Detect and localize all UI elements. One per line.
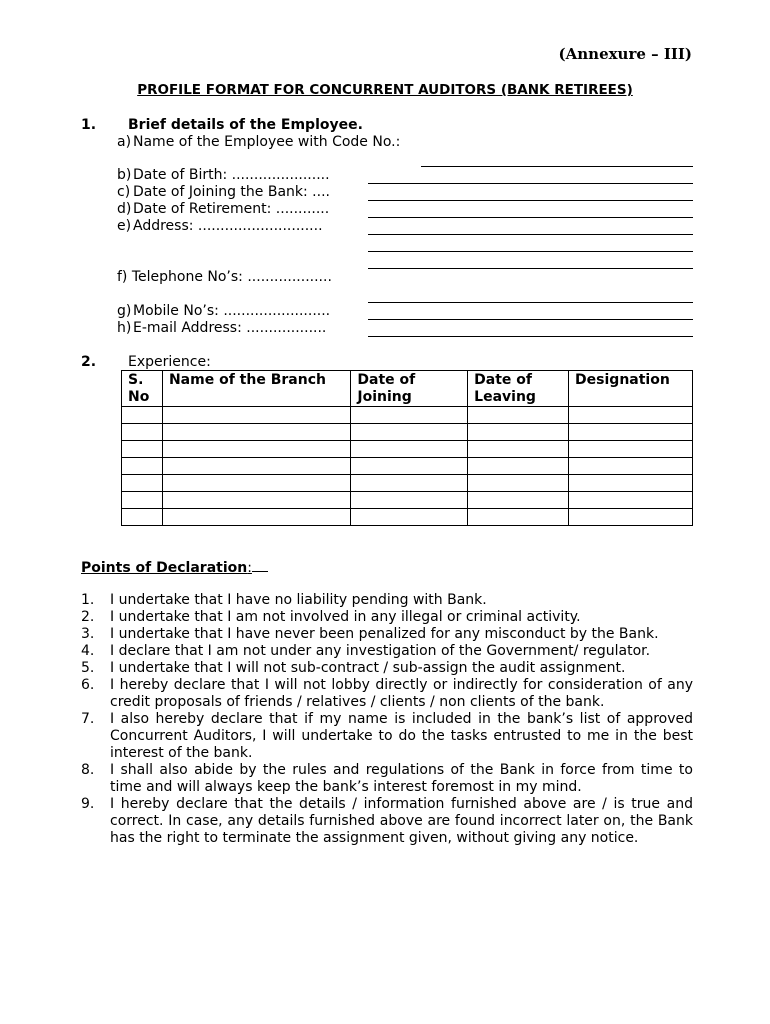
declaration-item-text: I undertake that I have never been penalized for any misconduct by the Bank.: [110, 626, 659, 642]
field-a-label: a): [117, 134, 132, 150]
table-cell[interactable]: [569, 458, 693, 475]
field-h-label: h): [117, 320, 132, 336]
field-f-text: f) Telephone No’s: ...................: [117, 269, 332, 285]
table-cell[interactable]: [351, 458, 468, 475]
table-cell[interactable]: [162, 441, 350, 458]
table-cell[interactable]: [122, 458, 163, 475]
table-cell[interactable]: [162, 458, 350, 475]
employee-name-fill-line[interactable]: [421, 166, 693, 167]
declaration-item-text: I undertake that I have no liability pending with Bank.: [110, 592, 487, 608]
declaration-list: [81, 592, 693, 847]
section-1-number: 1.: [81, 117, 97, 133]
table-cell[interactable]: [122, 441, 163, 458]
date-of-birth-fill-line[interactable]: [368, 183, 693, 184]
declaration-item-number: 2.: [81, 609, 95, 625]
table-cell[interactable]: [569, 424, 693, 441]
address-fill-line-2[interactable]: [368, 251, 693, 252]
table-cell[interactable]: [468, 492, 569, 509]
list-item: [81, 796, 693, 847]
field-g-text: Mobile No’s: ........................: [133, 303, 331, 319]
declaration-item-number: 5.: [81, 660, 95, 676]
table-cell[interactable]: [122, 424, 163, 441]
page-title: PROFILE FORMAT FOR CONCURRENT AUDITORS (BANK RETIREES): [137, 82, 633, 98]
mobile-fill-line[interactable]: [368, 319, 693, 320]
column-header-sno: S. No: [122, 371, 163, 407]
list-item: [81, 762, 693, 796]
date-of-retirement-fill-line[interactable]: [368, 217, 693, 218]
table-cell[interactable]: [162, 475, 350, 492]
table-cell[interactable]: [122, 475, 163, 492]
table-cell[interactable]: [569, 407, 693, 424]
table-cell[interactable]: [569, 509, 693, 526]
section-2-number: 2.: [81, 354, 97, 370]
field-b-label: b): [117, 167, 132, 183]
email-fill-line[interactable]: [368, 336, 693, 337]
list-item: [81, 677, 693, 711]
field-e-label: e): [117, 218, 132, 234]
table-cell[interactable]: [162, 407, 350, 424]
field-c-text: Date of Joining the Bank: ....: [133, 184, 330, 200]
table-row: [122, 407, 693, 424]
table-cell[interactable]: [468, 475, 569, 492]
declaration-item-number: 6.: [81, 677, 95, 693]
table-cell[interactable]: [122, 407, 163, 424]
declaration-item-number: 7.: [81, 711, 95, 727]
declaration-item-number: 3.: [81, 626, 95, 642]
column-header-branch: Name of the Branch: [162, 371, 350, 407]
table-cell[interactable]: [122, 492, 163, 509]
address-fill-line-1[interactable]: [368, 234, 693, 235]
table-cell[interactable]: [468, 407, 569, 424]
field-e-text: Address: ............................: [133, 218, 323, 234]
declaration-item-text: I also hereby declare that if my name is included in the bank’s list of approved Concurrent Auditors, I will undertake to do the tasks entrusted to me in the best interest of the bank.: [110, 711, 693, 761]
table-cell[interactable]: [569, 475, 693, 492]
table-cell[interactable]: [351, 424, 468, 441]
field-a-text: Name of the Employee with Code No.:: [133, 134, 401, 150]
table-cell[interactable]: [351, 407, 468, 424]
declaration-heading: Points of Declaration:: [81, 560, 268, 576]
column-header-designation: Designation: [569, 371, 693, 407]
table-row: [122, 441, 693, 458]
table-cell[interactable]: [122, 509, 163, 526]
table-row: [122, 458, 693, 475]
declaration-heading-colon: :: [247, 560, 252, 576]
field-d-label: d): [117, 201, 132, 217]
telephone-fill-line[interactable]: [368, 302, 693, 303]
date-of-joining-fill-line[interactable]: [368, 200, 693, 201]
declaration-item-number: 9.: [81, 796, 95, 812]
declaration-item-number: 1.: [81, 592, 95, 608]
experience-table: [121, 370, 693, 526]
list-item: [81, 592, 693, 609]
table-cell[interactable]: [569, 441, 693, 458]
declaration-item-text: I shall also abide by the rules and regulations of the Bank in force from time to time and will always keep the bank’s interest foremost in my mind.: [110, 762, 693, 795]
table-row: [122, 424, 693, 441]
address-fill-line-3[interactable]: [368, 268, 693, 269]
column-header-joining: Date of Joining: [351, 371, 468, 407]
table-row: [122, 475, 693, 492]
list-item: [81, 609, 693, 626]
field-d-text: Date of Retirement: ............: [133, 201, 330, 217]
table-cell[interactable]: [468, 509, 569, 526]
table-cell[interactable]: [351, 509, 468, 526]
table-row: [122, 492, 693, 509]
annexure-label: (Annexure – III): [558, 45, 692, 63]
table-cell[interactable]: [468, 441, 569, 458]
field-h-text: E-mail Address: ..................: [133, 320, 327, 336]
declaration-item-text: I hereby declare that I will not lobby directly or indirectly for consideration of any credit proposals of friends / relatives / clients / non clients of the bank.: [110, 677, 693, 710]
declaration-item-number: 8.: [81, 762, 95, 778]
column-header-leaving: Date of Leaving: [468, 371, 569, 407]
list-item: [81, 626, 693, 643]
field-c-label: c): [117, 184, 131, 200]
field-b-text: Date of Birth: ......................: [133, 167, 330, 183]
declaration-item-text: I undertake that I will not sub-contract / sub-assign the audit assignment.: [110, 660, 626, 676]
list-item: [81, 643, 693, 660]
table-header-row: [122, 371, 693, 407]
list-item: [81, 711, 693, 762]
table-cell[interactable]: [162, 509, 350, 526]
section-1-heading: Brief details of the Employee.: [128, 117, 363, 133]
section-2-heading: Experience:: [128, 354, 211, 370]
declaration-item-text: I declare that I am not under any investigation of the Government/ regulator.: [110, 643, 651, 659]
table-cell[interactable]: [468, 458, 569, 475]
declaration-item-number: 4.: [81, 643, 95, 659]
table-cell[interactable]: [351, 492, 468, 509]
list-item: [81, 660, 693, 677]
table-cell[interactable]: [468, 424, 569, 441]
declaration-item-text: I undertake that I am not involved in any illegal or criminal activity.: [110, 609, 581, 625]
table-cell[interactable]: [162, 492, 350, 509]
declaration-item-text: I hereby declare that the details / information furnished above are / is true and correct. In case, any details furnished above are found incorrect later on, the Bank has the right to terminate the assignment given, without giving any notice.: [110, 796, 693, 846]
field-g-label: g): [117, 303, 132, 319]
table-cell[interactable]: [351, 475, 468, 492]
table-cell[interactable]: [569, 492, 693, 509]
table-cell[interactable]: [162, 424, 350, 441]
table-row: [122, 509, 693, 526]
table-cell[interactable]: [351, 441, 468, 458]
